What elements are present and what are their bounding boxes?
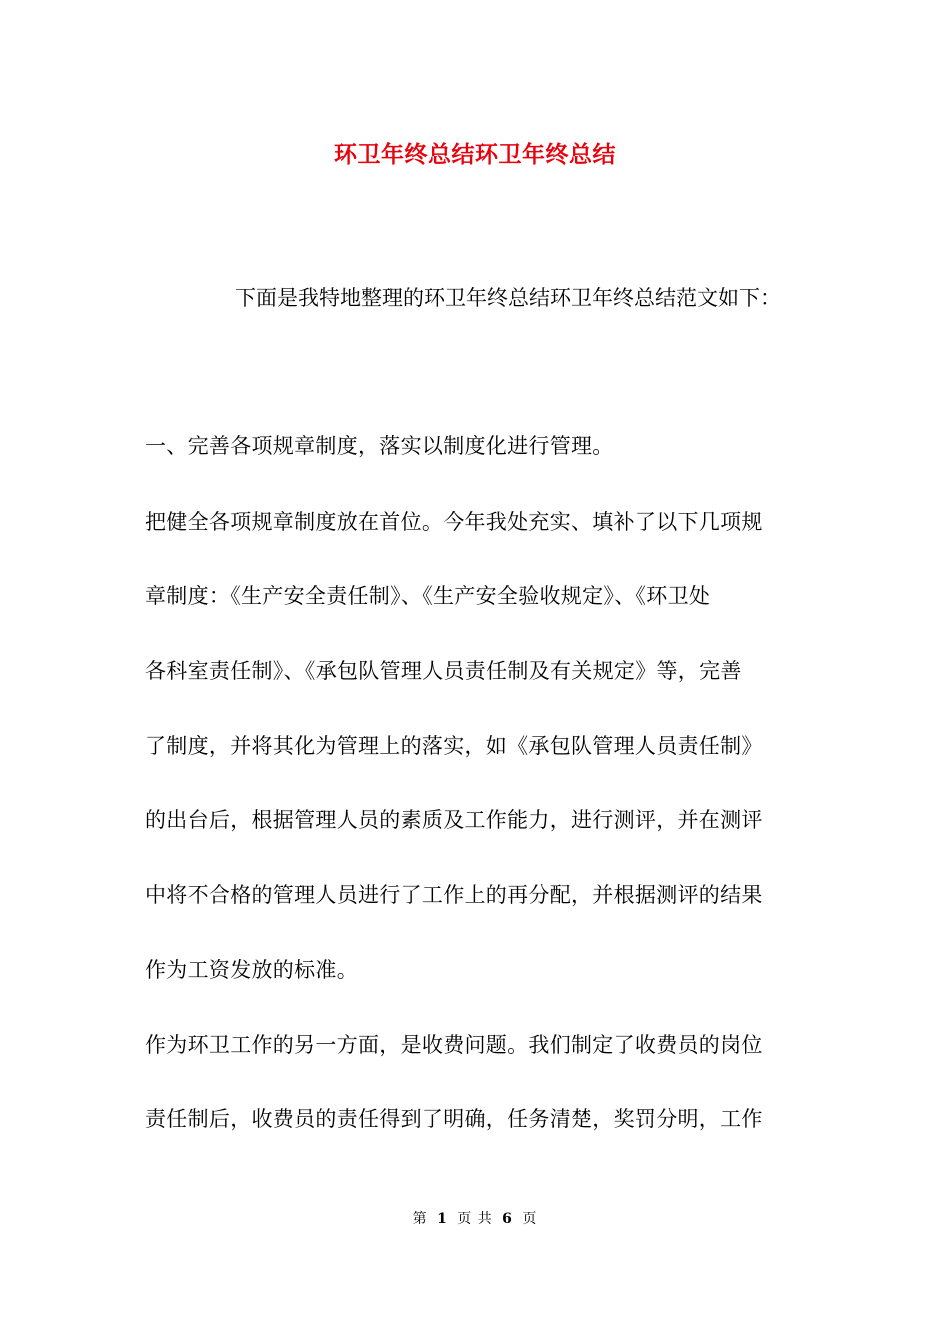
total-page-number: 6 [502, 1211, 513, 1227]
body-line: 章制度：《生产安全责任制》、《生产安全验收规定》、《环卫处 [145, 584, 711, 608]
page-footer [0, 1208, 950, 1228]
body-line: 了制度，并将其化为管理上的落实，如《承包队管理人员责任制》 [145, 734, 763, 758]
section-heading: 一、完善各项规章制度，落实以制度化进行管理。 [145, 434, 614, 458]
document-title: 环卫年终总结环卫年终总结 [334, 141, 616, 168]
body-line: 各科室责任制》、《承包队管理人员责任制及有关规定》等，完善 [145, 659, 742, 683]
body-line: 中将不合格的管理人员进行了工作上的再分配，并根据测评的结果 [145, 883, 763, 907]
body-line: 作为工资发放的标准。 [145, 958, 358, 982]
footer-prefix: 第 [412, 1211, 428, 1227]
footer-middle: 页 共 [457, 1211, 493, 1227]
footer-suffix: 页 [522, 1211, 538, 1227]
body-line: 责任制后，收费员的责任得到了明确，任务清楚，奖罚分明，工作 [145, 1107, 763, 1131]
current-page-number: 1 [437, 1211, 448, 1227]
body-line: 把健全各项规章制度放在首位。今年我处充实、填补了以下几项规 [145, 510, 763, 534]
body-line: 作为环卫工作的另一方面，是收费问题。我们制定了收费员的岗位 [145, 1033, 763, 1057]
intro-paragraph: 下面是我特地整理的环卫年终总结环卫年终总结范文如下： [235, 286, 781, 310]
body-line: 的出台后，根据管理人员的素质及工作能力，进行测评，并在测评 [145, 808, 763, 832]
